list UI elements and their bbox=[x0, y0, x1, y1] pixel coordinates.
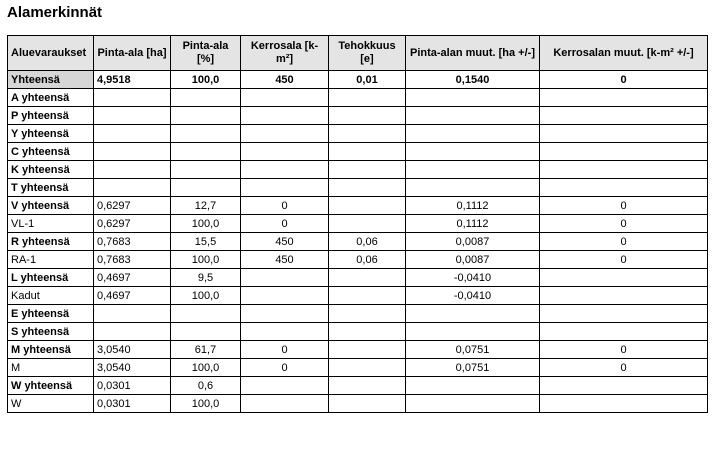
table-cell bbox=[540, 107, 708, 125]
table-cell bbox=[406, 89, 540, 107]
table-cell bbox=[94, 161, 171, 179]
table-cell bbox=[94, 125, 171, 143]
table-cell bbox=[329, 269, 406, 287]
table-row bbox=[8, 251, 708, 269]
table-cell bbox=[94, 305, 171, 323]
row-label: M yhteensä bbox=[8, 341, 94, 359]
table-row bbox=[8, 233, 708, 251]
column-header-pinta-ala-ha: Pinta-ala [ha] bbox=[94, 36, 171, 71]
column-header-pinta-ala-pct: Pinta-ala [%] bbox=[171, 36, 241, 71]
table-cell: 0,1112 bbox=[406, 197, 540, 215]
table-row bbox=[8, 323, 708, 341]
table-cell bbox=[406, 395, 540, 413]
table-row bbox=[8, 179, 708, 197]
table-row bbox=[8, 287, 708, 305]
table-cell: 0,7683 bbox=[94, 233, 171, 251]
table-cell: 0,6 bbox=[171, 377, 241, 395]
table-cell bbox=[241, 305, 329, 323]
table-row bbox=[8, 305, 708, 323]
row-label: C yhteensä bbox=[8, 143, 94, 161]
table-cell bbox=[540, 143, 708, 161]
column-header-kerrosalan-muut: Kerrosalan muut. [k-m² +/-] bbox=[540, 36, 708, 71]
row-label: E yhteensä bbox=[8, 305, 94, 323]
row-label: S yhteensä bbox=[8, 323, 94, 341]
table-cell bbox=[171, 89, 241, 107]
row-label: A yhteensä bbox=[8, 89, 94, 107]
table-cell bbox=[329, 395, 406, 413]
table-cell: 0 bbox=[540, 251, 708, 269]
table-cell: 4,9518 bbox=[94, 71, 171, 89]
table-cell bbox=[241, 107, 329, 125]
table-row bbox=[8, 107, 708, 125]
table-row bbox=[8, 395, 708, 413]
table-cell bbox=[171, 305, 241, 323]
table-cell bbox=[94, 89, 171, 107]
table-header-row bbox=[8, 36, 708, 71]
table-cell: 450 bbox=[241, 251, 329, 269]
table-cell: 0,7683 bbox=[94, 251, 171, 269]
table-row bbox=[8, 269, 708, 287]
table-cell bbox=[171, 125, 241, 143]
table-cell bbox=[241, 269, 329, 287]
column-header-tehokkuus: Tehokkuus [e] bbox=[329, 36, 406, 71]
table-cell bbox=[329, 143, 406, 161]
table-cell: 9,5 bbox=[171, 269, 241, 287]
table-cell bbox=[540, 377, 708, 395]
table-cell bbox=[329, 107, 406, 125]
table-cell bbox=[329, 305, 406, 323]
table-cell bbox=[171, 143, 241, 161]
table-cell bbox=[406, 305, 540, 323]
row-label: Y yhteensä bbox=[8, 125, 94, 143]
table-cell: 100,0 bbox=[171, 359, 241, 377]
row-label: T yhteensä bbox=[8, 179, 94, 197]
table-cell bbox=[171, 107, 241, 125]
table-cell bbox=[329, 341, 406, 359]
area-summary-table bbox=[7, 35, 708, 413]
table-cell bbox=[406, 377, 540, 395]
table-cell bbox=[241, 395, 329, 413]
table-cell: 0,0301 bbox=[94, 377, 171, 395]
table-cell bbox=[406, 125, 540, 143]
page-title: Alamerkinnät bbox=[7, 4, 103, 21]
row-label: K yhteensä bbox=[8, 161, 94, 179]
table-cell: 100,0 bbox=[171, 287, 241, 305]
table-cell bbox=[540, 395, 708, 413]
table-cell bbox=[241, 143, 329, 161]
table-cell: 3,0540 bbox=[94, 341, 171, 359]
row-label: RA-1 bbox=[8, 251, 94, 269]
table-cell bbox=[329, 125, 406, 143]
table-cell: -0,0410 bbox=[406, 287, 540, 305]
table-body bbox=[8, 71, 708, 413]
table-cell: 0 bbox=[540, 215, 708, 233]
table-cell: 100,0 bbox=[171, 71, 241, 89]
table-cell: 3,0540 bbox=[94, 359, 171, 377]
table-cell bbox=[540, 287, 708, 305]
table-cell bbox=[540, 89, 708, 107]
table-cell bbox=[329, 89, 406, 107]
table-cell bbox=[94, 179, 171, 197]
table-row bbox=[8, 215, 708, 233]
table-cell: 61,7 bbox=[171, 341, 241, 359]
table-row bbox=[8, 377, 708, 395]
table-cell: 0,1540 bbox=[406, 71, 540, 89]
table-cell: 0 bbox=[540, 359, 708, 377]
table-row bbox=[8, 125, 708, 143]
table-cell bbox=[329, 323, 406, 341]
table-cell: 0 bbox=[540, 197, 708, 215]
table-cell: 100,0 bbox=[171, 395, 241, 413]
row-label: W yhteensä bbox=[8, 377, 94, 395]
table-cell: 0,0751 bbox=[406, 341, 540, 359]
table-cell bbox=[94, 143, 171, 161]
table-cell bbox=[540, 161, 708, 179]
table-cell bbox=[540, 269, 708, 287]
table-cell bbox=[406, 107, 540, 125]
table-cell: -0,0410 bbox=[406, 269, 540, 287]
table-cell: 0 bbox=[241, 359, 329, 377]
table-cell bbox=[329, 161, 406, 179]
table-row bbox=[8, 89, 708, 107]
table-cell: 450 bbox=[241, 71, 329, 89]
row-label: Kadut bbox=[8, 287, 94, 305]
table-cell bbox=[94, 107, 171, 125]
table-row-total bbox=[8, 71, 708, 89]
table-cell bbox=[241, 161, 329, 179]
table-cell bbox=[171, 179, 241, 197]
table-cell: 0 bbox=[540, 71, 708, 89]
table-cell: 0 bbox=[540, 233, 708, 251]
table-cell bbox=[241, 179, 329, 197]
table-cell bbox=[94, 323, 171, 341]
table-cell: 100,0 bbox=[171, 215, 241, 233]
table-cell: 0,4697 bbox=[94, 287, 171, 305]
row-label: Yhteensä bbox=[8, 71, 94, 89]
table-cell: 12,7 bbox=[171, 197, 241, 215]
table-cell: 450 bbox=[241, 233, 329, 251]
row-label: V yhteensä bbox=[8, 197, 94, 215]
table-cell: 100,0 bbox=[171, 251, 241, 269]
table-cell bbox=[241, 323, 329, 341]
table-cell: 0,06 bbox=[329, 233, 406, 251]
table-cell bbox=[540, 323, 708, 341]
table-cell bbox=[171, 161, 241, 179]
column-header-pinta-alan-muut: Pinta-alan muut. [ha +/-] bbox=[406, 36, 540, 71]
row-label: P yhteensä bbox=[8, 107, 94, 125]
table-cell bbox=[540, 125, 708, 143]
table-cell bbox=[241, 287, 329, 305]
table-cell: 0,6297 bbox=[94, 197, 171, 215]
table-cell: 0,4697 bbox=[94, 269, 171, 287]
table-cell bbox=[406, 143, 540, 161]
table-row bbox=[8, 143, 708, 161]
table-cell: 0 bbox=[241, 197, 329, 215]
table-cell: 0,0087 bbox=[406, 251, 540, 269]
table-cell bbox=[241, 377, 329, 395]
table-row bbox=[8, 197, 708, 215]
table-cell bbox=[406, 179, 540, 197]
table-row bbox=[8, 341, 708, 359]
row-label: L yhteensä bbox=[8, 269, 94, 287]
row-label: W bbox=[8, 395, 94, 413]
table-cell bbox=[406, 161, 540, 179]
table-cell bbox=[329, 377, 406, 395]
table-cell bbox=[329, 215, 406, 233]
table-cell: 0,0751 bbox=[406, 359, 540, 377]
table-cell: 15,5 bbox=[171, 233, 241, 251]
table-cell: 0,0087 bbox=[406, 233, 540, 251]
table-cell: 0 bbox=[241, 341, 329, 359]
table-cell bbox=[241, 125, 329, 143]
table-row bbox=[8, 359, 708, 377]
table-cell bbox=[329, 179, 406, 197]
table-cell bbox=[540, 179, 708, 197]
table-cell bbox=[406, 323, 540, 341]
table-cell bbox=[329, 197, 406, 215]
row-label: R yhteensä bbox=[8, 233, 94, 251]
table-cell bbox=[241, 89, 329, 107]
table-cell: 0,0301 bbox=[94, 395, 171, 413]
table-cell bbox=[171, 323, 241, 341]
table-cell bbox=[540, 305, 708, 323]
table-cell: 0 bbox=[241, 215, 329, 233]
table-cell: 0 bbox=[540, 341, 708, 359]
table-cell bbox=[329, 287, 406, 305]
column-header-kerrosala: Kerrosala [k-m²] bbox=[241, 36, 329, 71]
row-label: M bbox=[8, 359, 94, 377]
table-cell: 0,01 bbox=[329, 71, 406, 89]
table-cell: 0,1112 bbox=[406, 215, 540, 233]
row-label: VL-1 bbox=[8, 215, 94, 233]
table-cell: 0,6297 bbox=[94, 215, 171, 233]
table-cell: 0,06 bbox=[329, 251, 406, 269]
table-row bbox=[8, 161, 708, 179]
column-header-aluevaraukset: Aluevaraukset bbox=[8, 36, 94, 71]
table-cell bbox=[329, 359, 406, 377]
